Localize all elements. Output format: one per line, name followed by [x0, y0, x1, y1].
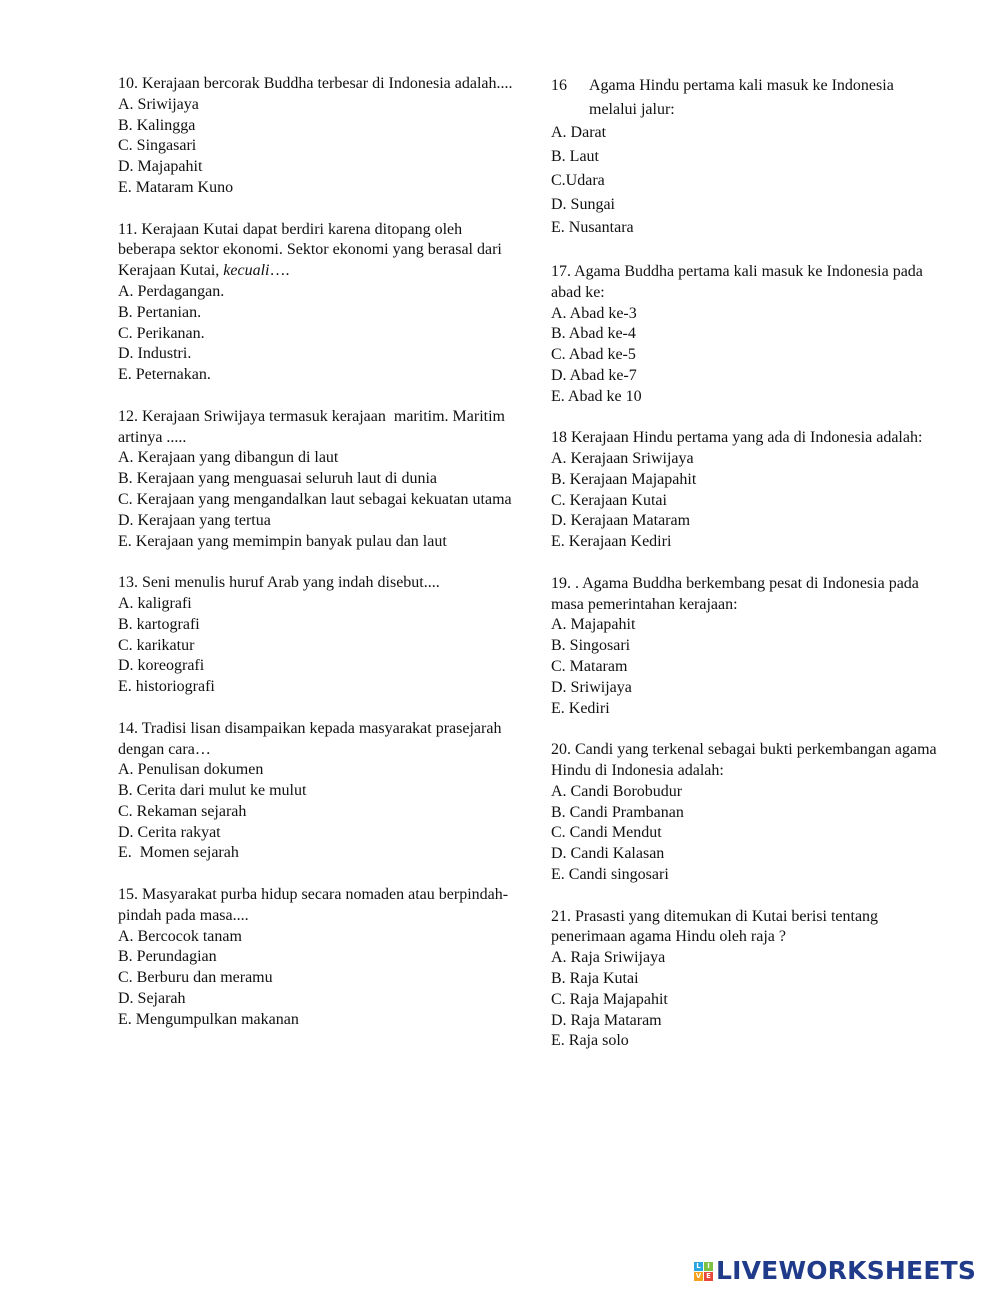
question-18 [551, 428, 941, 553]
option-c[interactable]: C. karikatur [118, 636, 195, 654]
option-e[interactable]: E. Mataram Kuno [118, 178, 234, 196]
logo-block-e: E [704, 1272, 713, 1281]
option-d[interactable]: D. koreografi [118, 657, 205, 675]
option-e[interactable]: E. Candi singosari [551, 866, 669, 884]
option-a[interactable]: A. Abad ke-3 [551, 304, 637, 322]
option-d[interactable]: D. Sejarah [118, 990, 186, 1008]
option-b[interactable]: B. Perundagian [118, 948, 217, 966]
option-a[interactable]: A. Perdagangan. [118, 282, 225, 300]
option-a[interactable]: A. Bercocok tanam [118, 927, 242, 945]
option-c[interactable]: C. Raja Majapahit [551, 990, 668, 1008]
option-a[interactable]: A. Kerajaan yang dibangun di laut [118, 449, 339, 467]
option-e[interactable]: E. Kerajaan Kediri [551, 533, 672, 551]
question-13 [118, 573, 518, 698]
option-d[interactable]: D. Industri. [118, 345, 192, 363]
option-a[interactable]: A. kaligrafi [118, 594, 192, 612]
option-c[interactable]: C. Singasari [118, 137, 197, 155]
option-e[interactable]: E. Kediri [551, 699, 610, 717]
logo-text: LIVEWORKSHEETS [716, 1256, 977, 1285]
option-c[interactable]: C. Abad ke-5 [551, 346, 636, 364]
option-c[interactable]: C. Berburu dan meramu [118, 969, 273, 987]
option-b[interactable]: B. Abad ke-4 [551, 325, 636, 343]
option-a[interactable]: A. Kerajaan Sriwijaya [551, 450, 694, 468]
question-11 [118, 220, 518, 386]
option-e[interactable]: E. Nusantara [551, 219, 634, 237]
right-column [551, 74, 941, 1073]
left-column [118, 74, 518, 1051]
option-e[interactable]: E. Momen sejarah [118, 844, 239, 862]
option-e[interactable]: E. Mengumpulkan makanan [118, 1010, 299, 1028]
option-b[interactable]: B. Kerajaan yang menguasai seluruh laut di dunia [118, 470, 438, 488]
option-c[interactable]: C. Mataram [551, 658, 628, 676]
question-text: 21. Prasasti yang ditemukan di Kutai berisi tentang penerimaan agama Hindu oleh raja ? [551, 907, 879, 946]
logo-block-v: V [695, 1271, 702, 1280]
option-b[interactable]: B. Singosari [551, 637, 631, 655]
question-21 [551, 907, 941, 1053]
question-text: 19. . Agama Buddha berkembang pesat di Indonesia pada masa pemerintahan kerajaan: [551, 574, 919, 613]
option-e[interactable]: E. Raja solo [551, 1032, 629, 1050]
question-12 [118, 407, 518, 553]
logo-block-l: L [694, 1262, 703, 1271]
option-d[interactable]: D. Abad ke-7 [551, 366, 637, 384]
option-c[interactable]: C. Rekaman sejarah [118, 802, 247, 820]
question-text: 17. Agama Buddha pertama kali masuk ke Indonesia pada abad ke: [551, 262, 923, 301]
question-17 [551, 262, 941, 408]
question-text: 10. Kerajaan bercorak Buddha terbesar di Indonesia adalah.... [118, 75, 513, 92]
question-10 [118, 74, 518, 199]
liveworksheets-logo [694, 1256, 976, 1286]
option-b[interactable]: B. Candi Prambanan [551, 803, 684, 821]
question-text: 15. Masyarakat purba hidup secara nomaden atau berpindah-pindah pada masa.... [118, 886, 509, 924]
option-a[interactable]: A. Raja Sriwijaya [551, 949, 666, 967]
question-15 [118, 885, 518, 1031]
question-text [118, 220, 518, 282]
option-a[interactable]: A. Candi Borobudur [551, 782, 683, 800]
logo-blocks-icon [694, 1262, 713, 1281]
option-b[interactable]: B. Pertanian. [118, 303, 202, 321]
question-16 [551, 74, 941, 240]
option-d[interactable]: D. Sriwijaya [551, 678, 632, 696]
logo-block-i: I [704, 1262, 713, 1271]
option-e[interactable]: E. Peternakan. [118, 366, 211, 384]
option-a[interactable]: A. Sriwijaya [118, 95, 199, 113]
option-b[interactable]: B. kartografi [118, 615, 200, 633]
question-19 [551, 574, 941, 720]
question-text-emphasis: kecuali [223, 262, 270, 280]
option-d[interactable]: D. Kerajaan yang tertua [118, 511, 271, 529]
option-e[interactable]: E. Abad ke 10 [551, 387, 642, 405]
question-text: 20. Candi yang terkenal sebagai bukti perkembangan agama Hindu di Indonesia adalah: [551, 741, 937, 780]
question-text: 18 Kerajaan Hindu pertama yang ada di Indonesia adalah: [551, 429, 923, 447]
question-text-ellipsis: …. [269, 262, 290, 280]
question-text: 14. Tradisi lisan disampaikan kepada masyarakat prasejarah dengan cara… [118, 719, 502, 758]
question-text: 13. Seni menulis huruf Arab yang indah disebut.... [118, 574, 440, 592]
option-c[interactable]: C. Perikanan. [118, 324, 205, 342]
option-e[interactable]: E. Kerajaan yang memimpin banyak pulau dan laut [118, 532, 447, 550]
option-d[interactable]: D. Sungai [551, 195, 615, 213]
option-c[interactable]: C. Candi Mendut [551, 824, 662, 842]
option-c[interactable]: C. Kerajaan yang mengandalkan laut sebagai kekuatan utama [118, 490, 512, 508]
option-d[interactable]: D. Cerita rakyat [118, 823, 221, 841]
option-b[interactable]: B. Cerita dari mulut ke mulut [118, 782, 307, 800]
option-b[interactable]: B. Raja Kutai [551, 970, 639, 988]
question-text [551, 74, 941, 121]
option-b[interactable]: B. Kalingga [118, 116, 196, 134]
option-c[interactable]: C.Udara [551, 171, 605, 189]
option-d[interactable]: D. Majapahit [118, 158, 203, 176]
option-a[interactable]: A. Darat [551, 124, 607, 142]
question-text-main: 11. Kerajaan Kutai dapat berdiri karena ditopang oleh beberapa sektor ekonomi. Sektor ekonomi yang berasal dari Kerajaan Kutai, [118, 220, 502, 280]
option-d[interactable]: D. Raja Mataram [551, 1011, 662, 1029]
option-a[interactable]: A. Penulisan dokumen [118, 761, 264, 779]
question-number: 16 [551, 77, 567, 94]
option-e[interactable]: E. historiografi [118, 678, 215, 696]
option-c[interactable]: C. Kerajaan Kutai [551, 491, 667, 509]
question-14 [118, 719, 518, 865]
option-d[interactable]: D. Candi Kalasan [551, 845, 665, 863]
option-a[interactable]: A. Majapahit [551, 616, 636, 634]
option-d[interactable]: D. Kerajaan Mataram [551, 512, 691, 530]
question-20 [551, 740, 941, 886]
option-b[interactable]: B. Kerajaan Majapahit [551, 470, 697, 488]
option-b[interactable]: B. Laut [551, 148, 599, 166]
question-text: 12. Kerajaan Sriwijaya termasuk kerajaan maritim. Maritim artinya ..... [118, 407, 509, 446]
question-body: Agama Hindu pertama kali masuk ke Indonesia melalui jalur: [589, 77, 894, 118]
